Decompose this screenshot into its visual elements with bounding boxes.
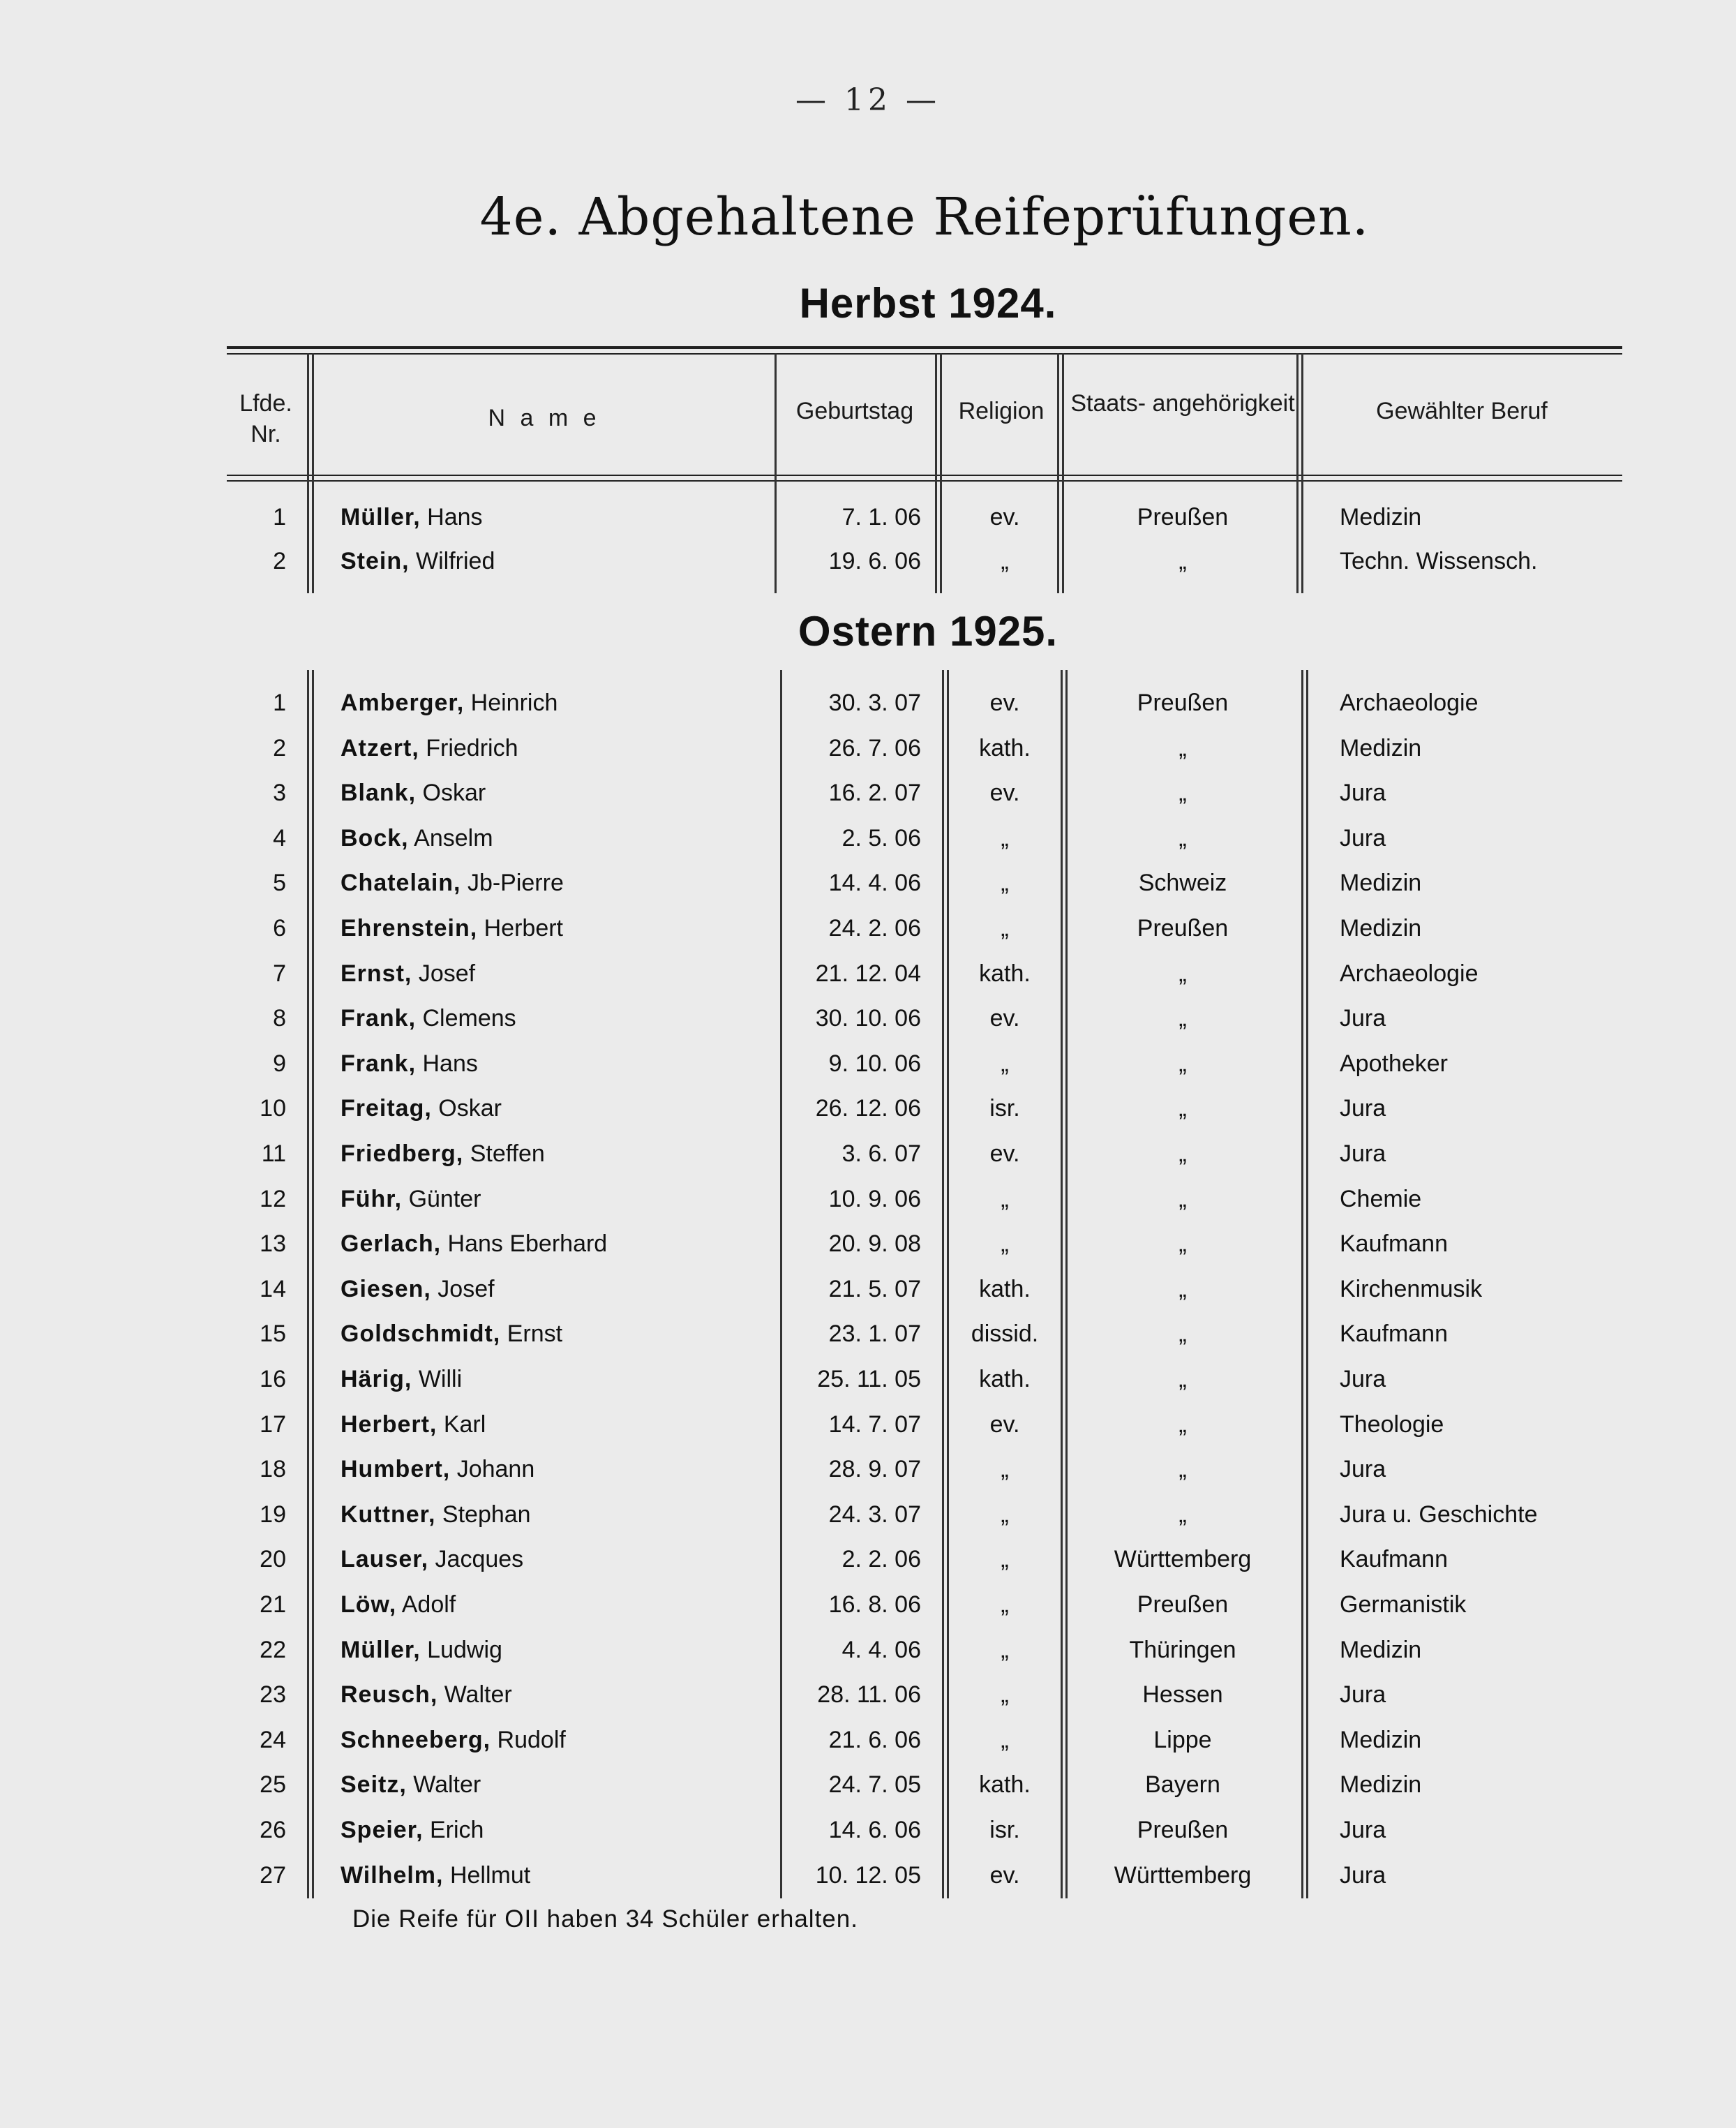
table-row (0, 541, 1736, 583)
row-beruf: Jura (1340, 1817, 1386, 1843)
row-religion: ev. (989, 1411, 1020, 1438)
row-nr: 24 (260, 1727, 286, 1753)
row-nr: 27 (260, 1862, 286, 1889)
row-name: Führ, Günter (341, 1186, 481, 1212)
row-religion: isr. (989, 1817, 1020, 1843)
row-staat: Lippe (1153, 1727, 1212, 1753)
row-geburtstag: 4. 4. 06 (841, 1637, 921, 1663)
row-beruf: Jura (1340, 1456, 1386, 1482)
row-staat: Preußen (1137, 915, 1229, 942)
row-staat: Bayern (1145, 1771, 1220, 1798)
row-religion: „ (1001, 1637, 1009, 1663)
row-geburtstag: 26. 12. 06 (815, 1095, 921, 1122)
row-nr: 2 (273, 735, 286, 761)
row-geburtstag: 19. 6. 06 (828, 548, 921, 574)
row-geburtstag: 21. 12. 04 (815, 960, 921, 987)
row-religion: „ (1001, 1050, 1009, 1077)
row-beruf: Techn. Wissensch. (1340, 548, 1538, 574)
row-beruf: Jura (1340, 1366, 1386, 1392)
header-nr: Lfde. Nr. (239, 390, 292, 447)
footer-note: Die Reife für OII haben 34 Schüler erhalten. (352, 1905, 858, 1933)
row-staat: „ (1178, 735, 1187, 761)
row-name: Müller, Hans (341, 504, 483, 530)
row-beruf: Germanistik (1340, 1591, 1467, 1618)
row-name: Atzert, Friedrich (341, 735, 518, 761)
row-religion: „ (1001, 1230, 1009, 1257)
row-nr: 20 (260, 1546, 286, 1572)
row-religion: kath. (979, 1276, 1031, 1302)
header-beruf: Gewählter Beruf (1376, 398, 1548, 424)
row-nr: 25 (260, 1771, 286, 1798)
section-title-ostern: Ostern 1925. (798, 608, 1058, 655)
table-row (0, 1088, 1736, 1130)
row-name: Giesen, Josef (341, 1276, 495, 1302)
row-name: Gerlach, Hans Eberhard (341, 1230, 608, 1257)
section-title-herbst: Herbst 1924. (799, 280, 1057, 327)
row-geburtstag: 10. 9. 06 (828, 1186, 921, 1212)
top-rule (227, 346, 1622, 349)
row-beruf: Medizin (1340, 1637, 1422, 1663)
table-row (0, 1404, 1736, 1446)
row-name: Friedberg, Steffen (341, 1140, 545, 1167)
row-beruf: Kaufmann (1340, 1546, 1448, 1572)
row-religion: „ (1001, 1186, 1009, 1212)
table-row (0, 683, 1736, 724)
row-geburtstag: 21. 6. 06 (828, 1727, 921, 1753)
row-nr: 5 (273, 870, 286, 896)
row-religion: „ (1001, 1501, 1009, 1528)
row-beruf: Kirchenmusik (1340, 1276, 1483, 1302)
table-row (0, 908, 1736, 950)
row-name: Reusch, Walter (341, 1681, 512, 1708)
row-religion: „ (1001, 915, 1009, 942)
table-row (0, 1314, 1736, 1355)
table-row (0, 1584, 1736, 1626)
row-geburtstag: 24. 3. 07 (828, 1501, 921, 1528)
row-staat: Schweiz (1138, 870, 1227, 896)
table-row (0, 1359, 1736, 1401)
table-row (0, 1179, 1736, 1221)
row-nr: 4 (273, 825, 286, 851)
row-staat: „ (1178, 1456, 1187, 1482)
table-row (0, 1674, 1736, 1716)
row-staat: „ (1178, 1230, 1187, 1257)
row-religion: kath. (979, 735, 1031, 761)
table-row (0, 497, 1736, 539)
row-geburtstag: 10. 12. 05 (815, 1862, 921, 1889)
row-nr: 11 (261, 1140, 286, 1167)
row-name: Goldschmidt, Ernst (341, 1320, 563, 1347)
row-name: Ernst, Josef (341, 960, 476, 987)
row-religion: „ (1001, 870, 1009, 896)
table-row (0, 728, 1736, 770)
row-religion: ev. (989, 1862, 1020, 1889)
row-nr: 15 (260, 1320, 286, 1347)
header-religion: Religion (958, 398, 1045, 424)
row-nr: 23 (260, 1681, 286, 1708)
row-religion: ev. (989, 504, 1020, 530)
table-row (0, 1133, 1736, 1175)
row-geburtstag: 16. 8. 06 (828, 1591, 921, 1618)
row-religion: „ (1001, 1546, 1009, 1572)
row-name: Humbert, Johann (341, 1456, 535, 1482)
row-name: Herbert, Karl (341, 1411, 486, 1438)
row-staat: „ (1178, 1140, 1187, 1167)
row-religion: ev. (989, 780, 1020, 806)
row-name: Schneeberg, Rudolf (341, 1727, 566, 1753)
row-nr: 1 (273, 690, 286, 716)
header-geburtstag: Geburtstag (795, 398, 914, 424)
row-geburtstag: 26. 7. 06 (828, 735, 921, 761)
row-beruf: Archaeologie (1340, 690, 1479, 716)
table-row (0, 953, 1736, 995)
header-name: N a m e (488, 405, 601, 431)
row-beruf: Archaeologie (1340, 960, 1479, 987)
table-row (0, 1449, 1736, 1491)
row-staat: „ (1178, 1095, 1187, 1122)
row-staat: Preußen (1137, 1591, 1229, 1618)
row-staat: Württemberg (1114, 1546, 1252, 1572)
row-beruf: Jura (1340, 1681, 1386, 1708)
row-nr: 26 (260, 1817, 286, 1843)
row-name: Chatelain, Jb-Pierre (341, 870, 564, 896)
row-nr: 22 (260, 1637, 286, 1663)
row-geburtstag: 24. 2. 06 (828, 915, 921, 942)
row-nr: 21 (260, 1591, 286, 1618)
page-number: — 12 — (795, 82, 941, 118)
table-row (0, 818, 1736, 860)
row-geburtstag: 23. 1. 07 (828, 1320, 921, 1347)
table-row (0, 1720, 1736, 1762)
row-religion: ev. (989, 1140, 1020, 1167)
row-beruf: Medizin (1340, 1771, 1422, 1798)
row-beruf: Theologie (1340, 1411, 1444, 1438)
row-name: Müller, Ludwig (341, 1637, 502, 1663)
row-nr: 12 (260, 1186, 286, 1212)
row-staat: Württemberg (1114, 1862, 1252, 1889)
row-geburtstag: 20. 9. 08 (828, 1230, 921, 1257)
row-name: Wilhelm, Hellmut (341, 1862, 531, 1889)
row-religion: kath. (979, 1771, 1031, 1798)
row-beruf: Kaufmann (1340, 1320, 1448, 1347)
row-staat: „ (1178, 825, 1187, 851)
table-row (0, 1494, 1736, 1536)
row-geburtstag: 9. 10. 06 (828, 1050, 921, 1077)
row-religion: „ (1001, 1727, 1009, 1753)
row-staat: „ (1178, 548, 1187, 574)
row-geburtstag: 24. 7. 05 (828, 1771, 921, 1798)
row-staat: „ (1178, 1186, 1187, 1212)
row-nr: 19 (260, 1501, 286, 1528)
row-beruf: Kaufmann (1340, 1230, 1448, 1257)
row-nr: 7 (273, 960, 286, 987)
row-nr: 13 (260, 1230, 286, 1257)
row-religion: „ (1001, 1681, 1009, 1708)
row-nr: 8 (273, 1005, 286, 1032)
row-staat: „ (1178, 1411, 1187, 1438)
row-religion: kath. (979, 960, 1031, 987)
row-staat: „ (1178, 1366, 1187, 1392)
row-religion: „ (1001, 548, 1009, 574)
row-beruf: Medizin (1340, 735, 1422, 761)
row-geburtstag: 28. 9. 07 (828, 1456, 921, 1482)
table-row (0, 1223, 1736, 1265)
row-staat: Preußen (1137, 1817, 1229, 1843)
row-religion: kath. (979, 1366, 1031, 1392)
row-geburtstag: 3. 6. 07 (841, 1140, 921, 1167)
row-beruf: Jura (1340, 1095, 1386, 1122)
row-religion: „ (1001, 825, 1009, 851)
row-name: Bock, Anselm (341, 825, 493, 851)
row-name: Frank, Hans (341, 1050, 478, 1077)
row-name: Seitz, Walter (341, 1771, 481, 1798)
table-row (0, 1539, 1736, 1581)
row-beruf: Jura (1340, 825, 1386, 851)
row-nr: 17 (260, 1411, 286, 1438)
row-beruf: Jura (1340, 1862, 1386, 1889)
row-staat: Thüringen (1129, 1637, 1236, 1663)
row-beruf: Medizin (1340, 504, 1422, 530)
row-religion: „ (1001, 1456, 1009, 1482)
row-beruf: Medizin (1340, 870, 1422, 896)
row-nr: 1 (273, 504, 286, 530)
row-beruf: Jura u. Geschichte (1340, 1501, 1538, 1528)
row-name: Blank, Oskar (341, 780, 486, 806)
row-beruf: Apotheker (1340, 1050, 1448, 1077)
row-geburtstag: 2. 5. 06 (841, 825, 921, 851)
row-nr: 14 (260, 1276, 286, 1302)
row-geburtstag: 14. 6. 06 (828, 1817, 921, 1843)
row-staat: „ (1178, 780, 1187, 806)
row-nr: 6 (273, 915, 286, 942)
page-title: 4e. Abgehaltene Reifeprüfungen. (479, 187, 1370, 247)
table-row (0, 1810, 1736, 1852)
row-geburtstag: 30. 10. 06 (815, 1005, 921, 1032)
row-name: Frank, Clemens (341, 1005, 516, 1032)
row-geburtstag: 30. 3. 07 (828, 690, 921, 716)
row-religion: ev. (989, 1005, 1020, 1032)
row-beruf: Jura (1340, 1005, 1386, 1032)
row-nr: 18 (260, 1456, 286, 1482)
header-rule (227, 475, 1622, 476)
top-rule-thin (227, 353, 1622, 355)
row-name: Kuttner, Stephan (341, 1501, 531, 1528)
row-name: Stein, Wilfried (341, 548, 495, 574)
table-row (0, 1855, 1736, 1897)
row-beruf: Medizin (1340, 1727, 1422, 1753)
table-row (0, 773, 1736, 814)
header-rule-thin (227, 480, 1622, 482)
row-geburtstag: 14. 4. 06 (828, 870, 921, 896)
row-beruf: Jura (1340, 780, 1386, 806)
row-religion: dissid. (971, 1320, 1039, 1347)
table-row (0, 1269, 1736, 1311)
row-name: Speier, Erich (341, 1817, 484, 1843)
row-nr: 9 (273, 1050, 286, 1077)
table-row (0, 863, 1736, 905)
table-row (0, 1764, 1736, 1806)
row-name: Amberger, Heinrich (341, 690, 558, 716)
row-beruf: Jura (1340, 1140, 1386, 1167)
row-geburtstag: 21. 5. 07 (828, 1276, 921, 1302)
row-geburtstag: 14. 7. 07 (828, 1411, 921, 1438)
row-staat: „ (1178, 1320, 1187, 1347)
row-staat: „ (1178, 1050, 1187, 1077)
row-geburtstag: 2. 2. 06 (841, 1546, 921, 1572)
row-name: Lauser, Jacques (341, 1546, 524, 1572)
row-staat: „ (1178, 960, 1187, 987)
row-religion: „ (1001, 1591, 1009, 1618)
row-staat: Hessen (1142, 1681, 1223, 1708)
row-geburtstag: 16. 2. 07 (828, 780, 921, 806)
row-religion: ev. (989, 690, 1020, 716)
row-geburtstag: 25. 11. 05 (817, 1366, 921, 1392)
table-row (0, 1630, 1736, 1672)
row-name: Löw, Adolf (341, 1591, 456, 1618)
row-staat: „ (1178, 1501, 1187, 1528)
row-staat: „ (1178, 1276, 1187, 1302)
row-nr: 2 (273, 548, 286, 574)
table-row (0, 998, 1736, 1040)
row-geburtstag: 28. 11. 06 (817, 1681, 921, 1708)
row-name: Freitag, Oskar (341, 1095, 502, 1122)
row-nr: 16 (260, 1366, 286, 1392)
row-staat: Preußen (1137, 504, 1229, 530)
row-geburtstag: 7. 1. 06 (841, 504, 921, 530)
row-religion: isr. (989, 1095, 1020, 1122)
row-name: Ehrenstein, Herbert (341, 915, 563, 942)
row-name: Härig, Willi (341, 1366, 463, 1392)
row-staat: „ (1178, 1005, 1187, 1032)
row-beruf: Medizin (1340, 915, 1422, 942)
table-row (0, 1043, 1736, 1085)
header-staat: Staats- angehörigkeit (1070, 390, 1295, 417)
row-nr: 3 (273, 780, 286, 806)
row-staat: Preußen (1137, 690, 1229, 716)
row-nr: 10 (260, 1095, 286, 1122)
row-beruf: Chemie (1340, 1186, 1422, 1212)
